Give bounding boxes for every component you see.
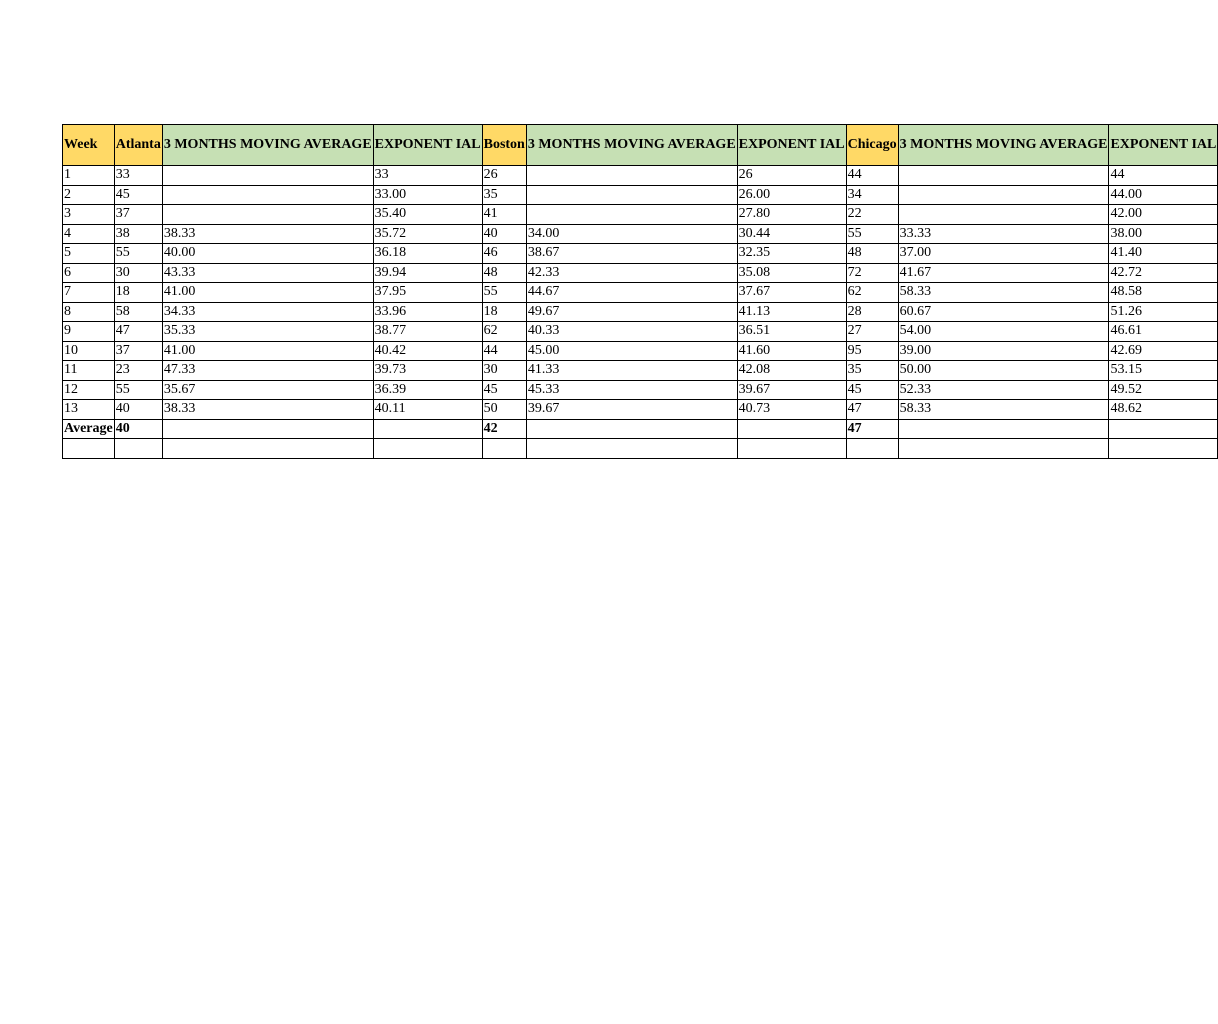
atlanta-moving-average-header[interactable]: 3 MONTHS MOVING AVERAGE (162, 125, 373, 166)
table-cell[interactable]: 39.67 (737, 380, 846, 400)
table-cell[interactable]: 18 (114, 283, 162, 303)
table-row (63, 341, 1218, 361)
table-cell[interactable] (737, 439, 846, 459)
table-cell[interactable]: 43.33 (162, 263, 373, 283)
table-cell[interactable] (526, 166, 737, 186)
table-cell[interactable]: 42.08 (737, 361, 846, 381)
table-cell[interactable]: 42.33 (526, 263, 737, 283)
table-cell[interactable]: 42.00 (1109, 205, 1218, 225)
table-cell[interactable]: 50.00 (898, 361, 1109, 381)
table-cell[interactable]: 41.13 (737, 302, 846, 322)
table-cell[interactable]: 12 (63, 380, 115, 400)
table-cell[interactable] (898, 205, 1109, 225)
table-cell[interactable]: 40.42 (373, 341, 482, 361)
table-cell[interactable] (526, 205, 737, 225)
table-cell[interactable] (162, 185, 373, 205)
forecast-table (62, 124, 1218, 459)
table-cell[interactable]: 41.60 (737, 341, 846, 361)
table-cell[interactable] (373, 419, 482, 439)
table-cell[interactable]: 58 (114, 302, 162, 322)
table-row (63, 185, 1218, 205)
table-cell[interactable]: 32.35 (737, 244, 846, 264)
table-cell[interactable]: 23 (114, 361, 162, 381)
table-cell[interactable]: 27.80 (737, 205, 846, 225)
table-cell[interactable]: 41 (482, 205, 526, 225)
table-cell[interactable]: 18 (482, 302, 526, 322)
table-row (63, 361, 1218, 381)
table-row (63, 302, 1218, 322)
table-cell[interactable]: 62 (846, 283, 898, 303)
table-cell[interactable] (63, 439, 115, 459)
table-row (63, 283, 1218, 303)
table-cell[interactable]: 35.72 (373, 224, 482, 244)
table-cell[interactable]: 44 (846, 166, 898, 186)
table-cell[interactable]: 33 (114, 166, 162, 186)
table-cell[interactable]: 9 (63, 322, 115, 342)
table-cell[interactable]: 38.00 (1109, 224, 1218, 244)
table-cell[interactable]: 46 (482, 244, 526, 264)
table-cell[interactable]: 44 (482, 341, 526, 361)
table-cell[interactable]: 40.33 (526, 322, 737, 342)
table-cell[interactable]: 34.00 (526, 224, 737, 244)
table-cell[interactable]: 11 (63, 361, 115, 381)
atlanta-exponential-header[interactable]: EXPONENT IAL (373, 125, 482, 166)
table-cell[interactable]: 55 (114, 380, 162, 400)
table-cell[interactable]: 33.96 (373, 302, 482, 322)
table-cell[interactable]: 36.18 (373, 244, 482, 264)
chicago-moving-average-header[interactable]: 3 MONTHS MOVING AVERAGE (898, 125, 1109, 166)
table-cell[interactable]: 8 (63, 302, 115, 322)
table-cell[interactable] (114, 439, 162, 459)
table-cell[interactable]: 38 (114, 224, 162, 244)
table-cell[interactable]: 6 (63, 263, 115, 283)
table-cell[interactable]: 37 (114, 341, 162, 361)
table-cell[interactable]: 36.51 (737, 322, 846, 342)
table-cell[interactable] (482, 439, 526, 459)
table-cell[interactable]: 55 (114, 244, 162, 264)
table-cell[interactable]: 45.33 (526, 380, 737, 400)
table-cell[interactable]: 5 (63, 244, 115, 264)
table-cell[interactable]: 50 (482, 400, 526, 420)
table-cell[interactable] (737, 419, 846, 439)
table-cell[interactable]: 72 (846, 263, 898, 283)
table-cell[interactable]: 34 (846, 185, 898, 205)
table-cell[interactable]: 42.72 (1109, 263, 1218, 283)
table-cell[interactable]: 40 (114, 400, 162, 420)
average-row (63, 419, 1218, 439)
table-cell[interactable]: 4 (63, 224, 115, 244)
table-cell[interactable]: 33.00 (373, 185, 482, 205)
table-cell[interactable]: 37.67 (737, 283, 846, 303)
table-cell[interactable]: 47 (846, 400, 898, 420)
table-cell[interactable] (162, 439, 373, 459)
table-cell[interactable]: 37 (114, 205, 162, 225)
table-cell[interactable]: 49.52 (1109, 380, 1218, 400)
table-cell[interactable] (898, 185, 1109, 205)
table-cell[interactable]: 47.33 (162, 361, 373, 381)
table-cell[interactable]: 30.44 (737, 224, 846, 244)
table-cell[interactable]: 41.40 (1109, 244, 1218, 264)
table-cell[interactable] (162, 205, 373, 225)
table-cell[interactable]: 37.00 (898, 244, 1109, 264)
chicago-header[interactable]: Chicago (846, 125, 898, 166)
table-cell[interactable] (1109, 419, 1218, 439)
table-row (63, 166, 1218, 186)
table-cell[interactable]: 35.08 (737, 263, 846, 283)
table-cell[interactable]: 30 (482, 361, 526, 381)
table-cell[interactable] (162, 166, 373, 186)
table-row (63, 244, 1218, 264)
table-row (63, 205, 1218, 225)
table-cell[interactable]: 55 (846, 224, 898, 244)
table-cell[interactable]: 41.33 (526, 361, 737, 381)
table-row (63, 263, 1218, 283)
table-cell[interactable]: 28 (846, 302, 898, 322)
table-cell[interactable]: 60.67 (898, 302, 1109, 322)
table-cell[interactable]: 35 (846, 361, 898, 381)
table-cell[interactable] (526, 185, 737, 205)
table-cell[interactable]: 55 (482, 283, 526, 303)
table-cell[interactable]: 41.00 (162, 341, 373, 361)
table-cell[interactable]: 41.00 (162, 283, 373, 303)
table-cell[interactable]: 26.00 (737, 185, 846, 205)
table-cell[interactable]: 47 (114, 322, 162, 342)
table-cell[interactable]: 42 (482, 419, 526, 439)
table-cell[interactable]: 58.33 (898, 400, 1109, 420)
table-cell[interactable]: 49.67 (526, 302, 737, 322)
table-cell[interactable] (898, 419, 1109, 439)
table-cell[interactable]: 40 (482, 224, 526, 244)
table-cell[interactable]: 1 (63, 166, 115, 186)
table-cell[interactable]: 58.33 (898, 283, 1109, 303)
table-cell[interactable] (162, 419, 373, 439)
table-cell[interactable] (898, 166, 1109, 186)
table-cell[interactable]: 38.33 (162, 400, 373, 420)
boston-moving-average-header[interactable]: 3 MONTHS MOVING AVERAGE (526, 125, 737, 166)
table-cell[interactable]: 41.67 (898, 263, 1109, 283)
table-cell[interactable]: 35.67 (162, 380, 373, 400)
table-cell[interactable]: 34.33 (162, 302, 373, 322)
chicago-exponential-header[interactable]: EXPONENT IAL (1109, 125, 1218, 166)
table-cell[interactable]: 39.94 (373, 263, 482, 283)
table-cell[interactable]: 45 (482, 380, 526, 400)
table-cell[interactable]: 35.33 (162, 322, 373, 342)
table-cell[interactable]: 3 (63, 205, 115, 225)
table-cell[interactable]: 40.11 (373, 400, 482, 420)
table-cell[interactable]: 39.00 (898, 341, 1109, 361)
table-cell[interactable]: 26 (737, 166, 846, 186)
table-cell[interactable]: 7 (63, 283, 115, 303)
table-cell[interactable]: 27 (846, 322, 898, 342)
table-cell[interactable] (1109, 439, 1218, 459)
table-cell[interactable]: 45 (846, 380, 898, 400)
table-cell[interactable]: 10 (63, 341, 115, 361)
table-cell[interactable]: 48.58 (1109, 283, 1218, 303)
table-cell[interactable]: 2 (63, 185, 115, 205)
boston-header[interactable]: Boston (482, 125, 526, 166)
table-cell[interactable]: 95 (846, 341, 898, 361)
table-cell[interactable]: 54.00 (898, 322, 1109, 342)
table-cell[interactable]: 48.62 (1109, 400, 1218, 420)
table-cell[interactable]: 40.00 (162, 244, 373, 264)
table-cell[interactable]: 37.95 (373, 283, 482, 303)
table-cell[interactable]: 26 (482, 166, 526, 186)
table-cell[interactable]: 13 (63, 400, 115, 420)
header-row (63, 125, 1218, 166)
table-cell[interactable] (846, 439, 898, 459)
table-cell[interactable]: 44 (1109, 166, 1218, 186)
table-cell[interactable]: 39.67 (526, 400, 737, 420)
table-cell[interactable]: 33 (373, 166, 482, 186)
table-cell[interactable]: 53.15 (1109, 361, 1218, 381)
table-cell[interactable] (526, 419, 737, 439)
table-cell[interactable]: 46.61 (1109, 322, 1218, 342)
atlanta-header[interactable]: Atlanta (114, 125, 162, 166)
table-cell[interactable]: 38.77 (373, 322, 482, 342)
table-cell[interactable]: 40 (114, 419, 162, 439)
table-cell[interactable] (526, 439, 737, 459)
table-cell[interactable]: 44.67 (526, 283, 737, 303)
table-cell[interactable]: 42.69 (1109, 341, 1218, 361)
table-cell[interactable]: 47 (846, 419, 898, 439)
table-cell[interactable]: 22 (846, 205, 898, 225)
table-cell[interactable]: 33.33 (898, 224, 1109, 244)
table-cell[interactable]: Average (63, 419, 115, 439)
empty-row (63, 439, 1218, 459)
table-cell[interactable]: 45.00 (526, 341, 737, 361)
table-row (63, 322, 1218, 342)
table-row (63, 224, 1218, 244)
table-cell[interactable]: 35 (482, 185, 526, 205)
table-cell[interactable]: 39.73 (373, 361, 482, 381)
table-cell[interactable]: 48 (482, 263, 526, 283)
table-cell[interactable]: 44.00 (1109, 185, 1218, 205)
table-row (63, 380, 1218, 400)
table-cell[interactable]: 36.39 (373, 380, 482, 400)
table-cell[interactable]: 52.33 (898, 380, 1109, 400)
table-cell[interactable]: 40.73 (737, 400, 846, 420)
table-cell[interactable]: 48 (846, 244, 898, 264)
table-cell[interactable]: 38.33 (162, 224, 373, 244)
table-row (63, 400, 1218, 420)
table-cell[interactable]: 62 (482, 322, 526, 342)
table-cell[interactable]: 30 (114, 263, 162, 283)
table-cell[interactable] (898, 439, 1109, 459)
table-cell[interactable]: 35.40 (373, 205, 482, 225)
week-header[interactable]: Week (63, 125, 115, 166)
boston-exponential-header[interactable]: EXPONENT IAL (737, 125, 846, 166)
table-cell[interactable]: 38.67 (526, 244, 737, 264)
table-cell[interactable]: 45 (114, 185, 162, 205)
table-cell[interactable]: 51.26 (1109, 302, 1218, 322)
table-cell[interactable] (373, 439, 482, 459)
